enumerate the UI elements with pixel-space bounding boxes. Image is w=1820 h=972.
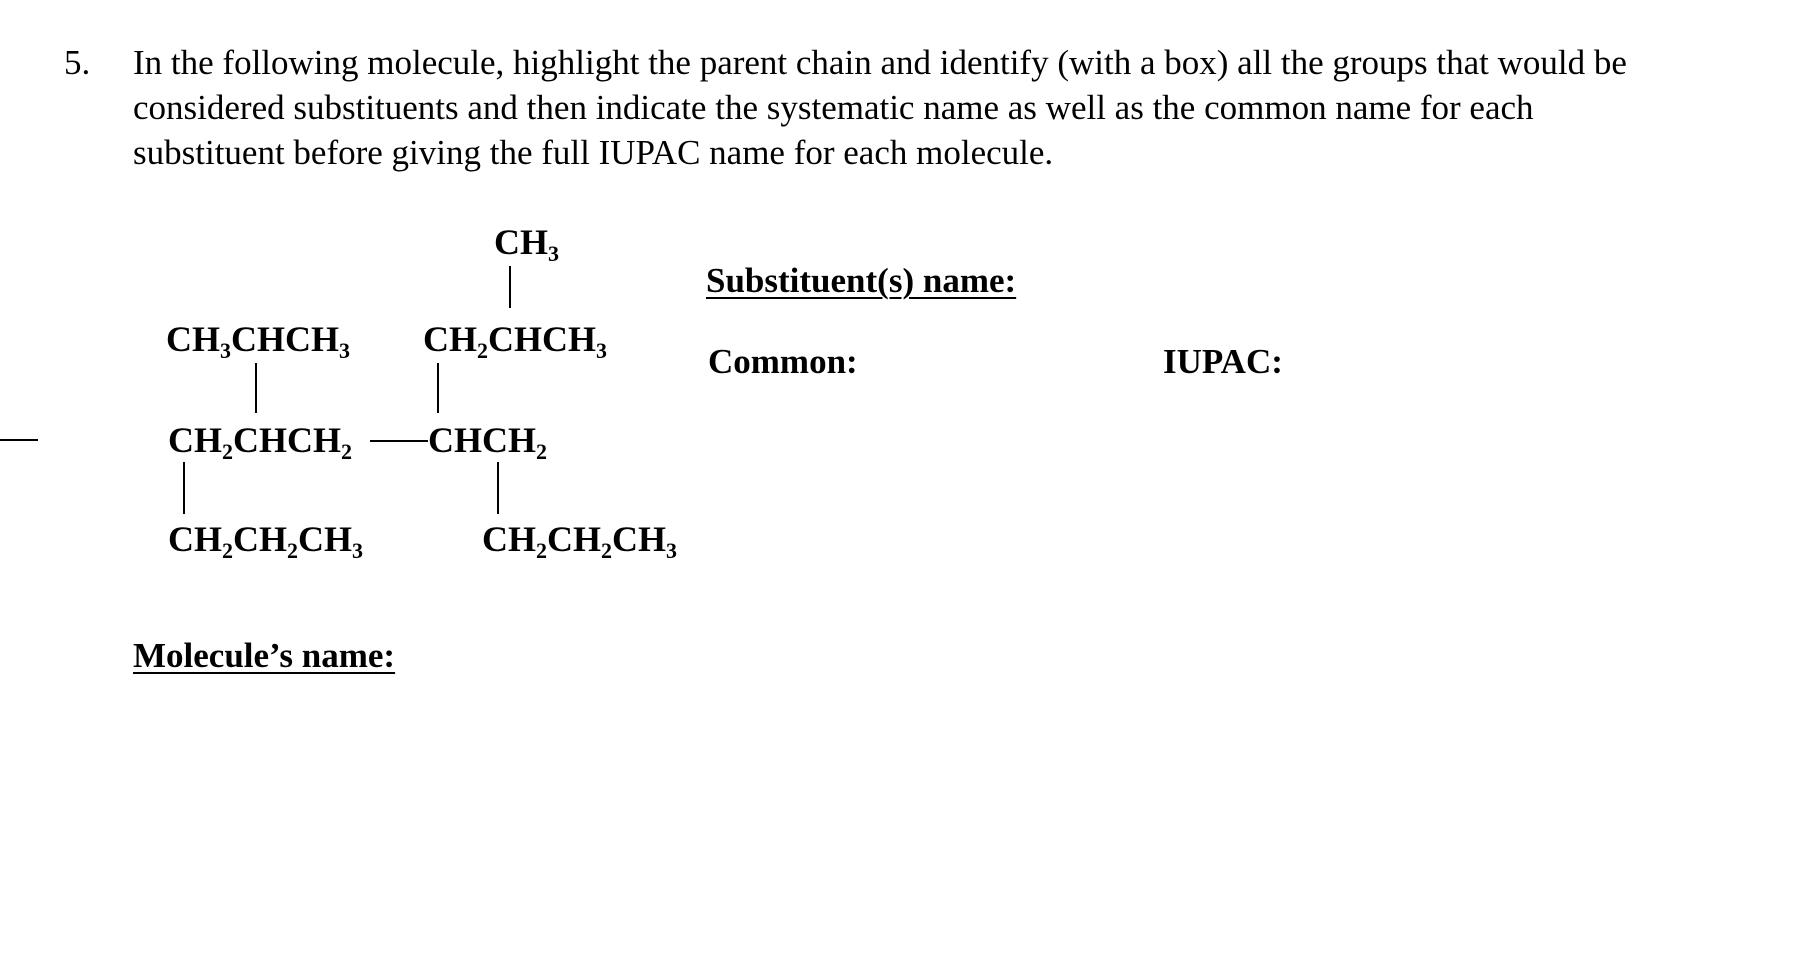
bond-upper-right	[437, 363, 439, 413]
bond-lower-left	[183, 462, 185, 514]
edge-dash-mark	[0, 439, 38, 441]
formula-upper-left: $CH_3CHCH_3$	[166, 319, 350, 363]
formula-main-chain-right: $CHCH_2$	[428, 420, 547, 464]
bond-main-chain	[370, 440, 428, 442]
bond-top-methyl	[509, 266, 511, 308]
iupac-label: IUPAC:	[1163, 342, 1283, 381]
formula-top-methyl: $CH_3$	[494, 222, 559, 266]
formula-main-chain-left: $CH_2CHCH_2$	[168, 420, 352, 464]
formula-bottom-left: $CH_2CH_2CH_3$	[168, 519, 363, 563]
bond-lower-right	[497, 462, 499, 514]
question-number: 5.	[64, 43, 91, 82]
formula-bottom-right: $CH_2CH_2CH_3$	[482, 519, 677, 563]
bond-upper-left	[255, 363, 257, 413]
question-text: In the following molecule, highlight the parent chain and identify (with a box) all the groups that would be considered substituents and then indicate the systematic name as well as the common name for each substituent before giving the full IUPAC name for each molecule.	[133, 43, 1627, 172]
common-label: Common:	[708, 342, 858, 381]
formula-upper-right: $CH_2CHCH_3$	[423, 319, 607, 363]
molecule-name-label: Molecule’s name:	[133, 636, 396, 675]
substituents-label: Substituent(s) name:	[706, 261, 1017, 300]
